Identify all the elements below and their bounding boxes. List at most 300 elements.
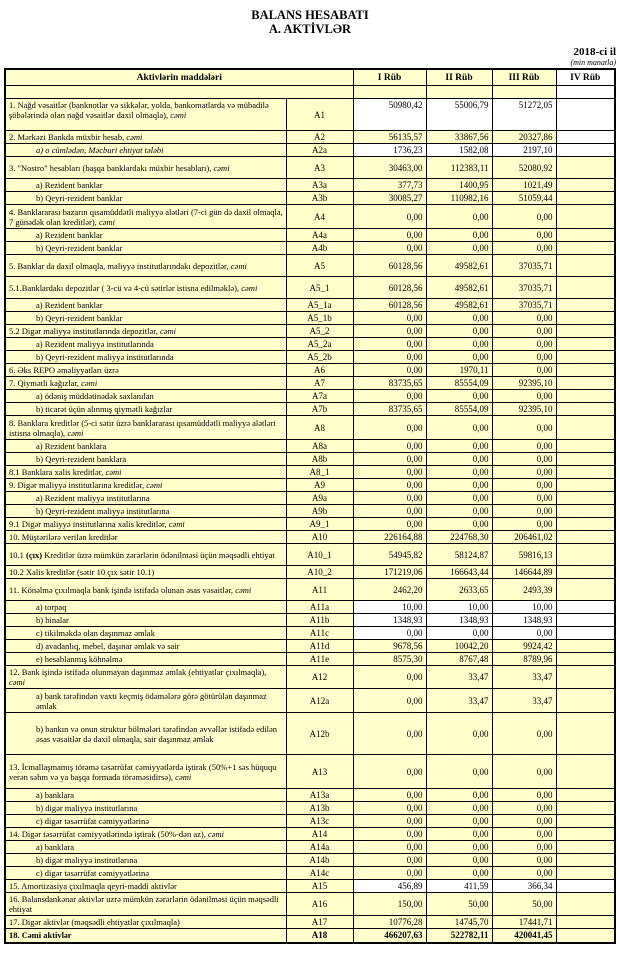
value-cell <box>556 893 615 916</box>
value-cell <box>556 789 615 802</box>
value-cell: 1348,93 <box>426 614 492 627</box>
value-cell: 0,00 <box>492 205 556 229</box>
empty-cell <box>5 86 353 99</box>
table-row <box>5 531 615 544</box>
value-cell: 33,47 <box>492 666 556 689</box>
value-cell: 0,00 <box>492 351 556 364</box>
page-root <box>0 8 620 954</box>
item-label <box>5 338 286 351</box>
item-label <box>5 144 286 157</box>
table-row <box>5 802 615 815</box>
value-cell: 0,00 <box>353 689 426 713</box>
label-text: b) ticarət üçün alınmış qiymətli kağızlar <box>36 404 173 414</box>
value-cell: 171219,06 <box>353 566 426 579</box>
value-cell <box>556 666 615 689</box>
value-cell <box>556 364 615 377</box>
label-text: 13. İcmallaşmamış törəmə təsərrüfat cəmiyyətlərdə iştirak (50%+1 səs hüququ verən səhm və ya başqa formada törəməsidirsə), <box>9 761 277 782</box>
value-cell: 366,34 <box>492 880 556 893</box>
item-code: A3a <box>286 179 353 192</box>
value-cell: 0,00 <box>426 242 492 255</box>
value-cell: 60128,56 <box>353 255 426 277</box>
value-cell: 37035,71 <box>492 277 556 299</box>
item-label <box>5 544 286 566</box>
value-cell: 83735,65 <box>353 403 426 416</box>
value-cell: 0,00 <box>492 802 556 815</box>
item-code: A7 <box>286 377 353 390</box>
value-cell: 52080,92 <box>492 157 556 179</box>
table-row <box>5 179 615 192</box>
label-text: 14. Digər təsərrüfat cəmiyyətlərində iştirak (50%-dən az), <box>9 829 208 839</box>
table-row <box>5 277 615 299</box>
value-cell: 0,00 <box>492 416 556 440</box>
item-label <box>5 518 286 531</box>
label-text: c) digər təsərrüfat cəmiyyətlərinə <box>36 816 150 826</box>
value-cell: 0,00 <box>353 815 426 828</box>
label-text: a) Rezident banklara <box>36 441 107 451</box>
value-cell: 0,00 <box>426 802 492 815</box>
item-label <box>5 867 286 880</box>
table-row <box>5 755 615 789</box>
value-cell: 0,00 <box>492 364 556 377</box>
value-cell: 0,00 <box>353 242 426 255</box>
item-label <box>5 242 286 255</box>
label-text: b) Qeyri-rezident banklar <box>36 243 123 253</box>
value-cell <box>556 916 615 929</box>
value-cell <box>556 440 615 453</box>
value-cell: 2462,20 <box>353 579 426 601</box>
value-cell: 0,00 <box>426 789 492 802</box>
value-cell: 112383,11 <box>426 157 492 179</box>
table-row <box>5 689 615 713</box>
value-cell: 224768,30 <box>426 531 492 544</box>
value-cell: 411,59 <box>426 880 492 893</box>
table-row <box>5 390 615 403</box>
item-label <box>5 131 286 144</box>
table-row <box>5 653 615 666</box>
value-cell: 0,00 <box>426 229 492 242</box>
value-cell <box>556 255 615 277</box>
label-text: 16. Balansdankənar aktivlər uzrə mümkün zərərlərin ödənilməsi üçün məqsədli ehtiyat <box>9 894 279 914</box>
value-cell: 0,00 <box>492 325 556 338</box>
item-label <box>5 713 286 755</box>
item-label <box>5 453 286 466</box>
item-label <box>5 277 286 299</box>
empty-cell <box>492 86 556 99</box>
label-text: a) banklara <box>36 790 74 800</box>
label-text: e) hesablanmış köhnəlmə <box>36 654 123 664</box>
label-text: c) digər təsərrüfat cəmiyyətlərinə <box>36 868 150 878</box>
table-row <box>5 854 615 867</box>
value-cell: 85554,09 <box>426 377 492 390</box>
value-cell: 0,00 <box>426 492 492 505</box>
item-label <box>5 416 286 440</box>
value-cell <box>556 492 615 505</box>
label-text: b) bankın və onun struktur bölmələri tərəfindən əvvəllər istifadə edilən əsas vəsaitlər də daxil olmaqla, sair daşınmaz əmlak <box>36 723 277 744</box>
value-cell: 1736,23 <box>353 144 426 157</box>
value-cell <box>556 377 615 390</box>
item-code: A17 <box>286 916 353 929</box>
value-cell: 49582,61 <box>426 255 492 277</box>
item-code: A5_1 <box>286 277 353 299</box>
item-code: A10 <box>286 531 353 544</box>
item-label <box>5 99 286 131</box>
value-cell: 0,00 <box>353 440 426 453</box>
value-cell: 0,00 <box>492 479 556 492</box>
table-row <box>5 867 615 880</box>
empty-cell <box>556 86 615 99</box>
value-cell <box>556 479 615 492</box>
value-cell <box>556 179 615 192</box>
value-cell: 8575,30 <box>353 653 426 666</box>
item-label <box>5 205 286 229</box>
value-cell: 0,00 <box>492 390 556 403</box>
label-text: cəmi <box>105 467 122 477</box>
item-label <box>5 157 286 179</box>
value-cell: 37035,71 <box>492 255 556 277</box>
value-cell: 30463,00 <box>353 157 426 179</box>
value-cell: 0,00 <box>426 325 492 338</box>
value-cell: 60128,56 <box>353 277 426 299</box>
value-cell <box>556 531 615 544</box>
label-text: b) Qeyri-rezident banklar <box>36 313 123 323</box>
value-cell: 0,00 <box>492 338 556 351</box>
label-text: 5.2 Digər maliyyə institutlarında depozitlər, <box>9 326 160 336</box>
item-code: A13b <box>286 802 353 815</box>
table-header-row <box>5 69 615 86</box>
item-label <box>5 531 286 544</box>
item-label <box>5 229 286 242</box>
label-text: a) Rezident maliyyə institutlarına <box>36 493 150 503</box>
value-cell <box>556 544 615 566</box>
table-row <box>5 192 615 205</box>
value-cell: 0,00 <box>492 492 556 505</box>
value-cell: 0,00 <box>353 713 426 755</box>
item-code: A13c <box>286 815 353 828</box>
value-cell <box>556 299 615 312</box>
label-text: 6. Əks REPO əməliyyatları üzrə <box>9 365 119 375</box>
value-cell: 0,00 <box>353 518 426 531</box>
item-code: A10_2 <box>286 566 353 579</box>
label-text: 12. Bank işində istifadə olunmayan daşınmaz əmlak (ehtiyatlar çıxılmaqla), <box>9 667 267 677</box>
item-label <box>5 479 286 492</box>
value-cell <box>556 99 615 131</box>
value-cell <box>556 416 615 440</box>
value-cell: 0,00 <box>426 416 492 440</box>
value-cell: 466207,63 <box>353 929 426 943</box>
value-cell: 0,00 <box>353 666 426 689</box>
item-label <box>5 755 286 789</box>
label-text: Kreditlər üzrə mümkün zərərlərin ödənilməsi üçün məqsədli ehtiyat <box>42 549 275 560</box>
table-row <box>5 131 615 144</box>
item-label <box>5 640 286 653</box>
table-row <box>5 364 615 377</box>
value-cell: 0,00 <box>492 755 556 789</box>
table-body <box>5 99 615 943</box>
quarter1-header: I Rüb <box>353 69 426 86</box>
value-cell: 420041,45 <box>492 929 556 943</box>
value-cell <box>556 453 615 466</box>
label-text: d) avadanlıq, mebel, daşınar əmlak və sair <box>36 641 180 651</box>
value-cell <box>556 505 615 518</box>
item-label <box>5 828 286 841</box>
value-cell: 9678,56 <box>353 640 426 653</box>
label-text: 8.1 Banklara xalis kreditlər, <box>9 467 106 477</box>
value-cell: 150,00 <box>353 893 426 916</box>
label-text: cəmi <box>146 480 163 490</box>
item-code: A13a <box>286 789 353 802</box>
value-cell: 0,00 <box>353 479 426 492</box>
quarter4-header: IV Rüb <box>556 69 615 86</box>
value-cell: 0,00 <box>426 479 492 492</box>
value-cell: 0,00 <box>426 466 492 479</box>
item-code: A11c <box>286 627 353 640</box>
quarter3-header: III Rüb <box>492 69 556 86</box>
label-text: b) digər maliyyə institutlarına <box>36 803 138 813</box>
value-cell: 0,00 <box>353 828 426 841</box>
value-cell: 0,00 <box>426 440 492 453</box>
value-cell: 10,00 <box>492 601 556 614</box>
value-cell: 0,00 <box>426 828 492 841</box>
value-cell: 0,00 <box>492 229 556 242</box>
label-text: cəmi <box>235 584 252 595</box>
value-cell: 51059,44 <box>492 192 556 205</box>
label-text: a) Rezident banklar <box>36 230 103 240</box>
value-cell <box>556 841 615 854</box>
value-cell: 1582,08 <box>426 144 492 157</box>
document-title: BALANS HESABATI <box>251 8 369 22</box>
item-code: A9_1 <box>286 518 353 531</box>
empty-header-row <box>5 86 615 99</box>
item-label <box>5 666 286 689</box>
value-cell <box>556 713 615 755</box>
value-cell <box>556 815 615 828</box>
item-label <box>5 566 286 579</box>
item-code: A7b <box>286 403 353 416</box>
value-cell <box>556 157 615 179</box>
label-text: a) ödəniş müddətinədək saxlanılan <box>36 391 154 401</box>
item-label <box>5 614 286 627</box>
label-text: a) o cümlədən, Məcburi ehtiyat tələbi <box>36 145 164 155</box>
table-row <box>5 229 615 242</box>
value-cell: 50980,42 <box>353 99 426 131</box>
value-cell: 92395,10 <box>492 377 556 390</box>
item-code: A10_1 <box>286 544 353 566</box>
label-text: 7. Qiymətli kağızlar, <box>9 378 82 388</box>
value-cell: 33,47 <box>492 689 556 713</box>
item-code: A8_1 <box>286 466 353 479</box>
label-text: cəmi <box>213 162 230 173</box>
label-text: b) Qeyri-rezident maliyyə institutlarına <box>36 506 170 516</box>
value-cell <box>556 867 615 880</box>
item-label <box>5 390 286 403</box>
label-text: 1. Nağd vəsaitlər (banknotlar və sikkələr, yolda, bankomatlarda və mübadilə şöbələrində olan nağd vəsaitlər daxil olmaqla), <box>9 100 269 120</box>
table-row <box>5 377 615 390</box>
item-label <box>5 916 286 929</box>
value-cell: 0,00 <box>353 802 426 815</box>
item-label <box>5 255 286 277</box>
value-cell <box>556 131 615 144</box>
value-cell: 2197,10 <box>492 144 556 157</box>
value-cell <box>556 403 615 416</box>
item-code: A14a <box>286 841 353 854</box>
value-cell: 55006,79 <box>426 99 492 131</box>
value-cell <box>556 689 615 713</box>
item-code: A5 <box>286 255 353 277</box>
item-code: A2 <box>286 131 353 144</box>
value-cell: 37035,71 <box>492 299 556 312</box>
value-cell <box>556 880 615 893</box>
label-text: 5.1.Banklardakı depozitlər ( 3-cü və 4-cü sətirlər istisna edilməklə), <box>9 282 242 293</box>
value-cell: 10776,28 <box>353 916 426 929</box>
value-cell <box>556 351 615 364</box>
item-label <box>5 492 286 505</box>
value-cell: 20327,86 <box>492 131 556 144</box>
value-cell: 1400,95 <box>426 179 492 192</box>
value-cell: 0,00 <box>426 453 492 466</box>
item-label <box>5 579 286 601</box>
table-row <box>5 492 615 505</box>
table-row <box>5 453 615 466</box>
table-row <box>5 144 615 157</box>
item-label <box>5 312 286 325</box>
value-cell <box>556 325 615 338</box>
item-code: A5_2 <box>286 325 353 338</box>
value-cell: 56135,57 <box>353 131 426 144</box>
table-row <box>5 299 615 312</box>
quarter2-header: II Rüb <box>426 69 492 86</box>
label-text: cəmi <box>207 829 225 839</box>
value-cell: 50,00 <box>426 893 492 916</box>
item-code: A8 <box>286 416 353 440</box>
value-cell: 206461,02 <box>492 531 556 544</box>
value-cell: 0,00 <box>426 627 492 640</box>
document-header <box>0 8 620 36</box>
value-cell: 0,00 <box>353 841 426 854</box>
item-label <box>5 929 286 943</box>
item-code: A9b <box>286 505 353 518</box>
table-row <box>5 666 615 689</box>
table-row <box>5 828 615 841</box>
item-code: A14b <box>286 854 353 867</box>
value-cell: 54945,82 <box>353 544 426 566</box>
value-cell: 110982,16 <box>426 192 492 205</box>
item-code: A11a <box>286 601 353 614</box>
table-row <box>5 518 615 531</box>
item-label <box>5 627 286 640</box>
value-cell: 10,00 <box>426 601 492 614</box>
item-label <box>5 403 286 416</box>
label-text: b) digər maliyyə institutlarına <box>36 855 138 865</box>
value-cell: 0,00 <box>492 518 556 531</box>
label-text: cəmi <box>81 378 98 388</box>
table-row <box>5 929 615 943</box>
item-code: A7a <box>286 390 353 403</box>
label-text: cəmi <box>159 326 177 336</box>
item-code: A16 <box>286 893 353 916</box>
value-cell: 33,47 <box>426 666 492 689</box>
label-text: 5. Banklar da daxil olmaqla, maliyyə institutlarındakı depozitlər, <box>9 260 231 271</box>
value-cell: 456,89 <box>353 880 426 893</box>
value-cell <box>556 205 615 229</box>
label-text: cəmi <box>230 260 247 271</box>
label-text: cəmi <box>9 677 26 687</box>
label-text: 9. Digər maliyyə institutlarına kreditlər, <box>9 480 147 490</box>
label-text: a) banklara <box>36 842 74 852</box>
value-cell: 0,00 <box>426 205 492 229</box>
table-row <box>5 403 615 416</box>
value-cell <box>556 854 615 867</box>
label-text: cəmi <box>126 132 143 142</box>
item-code: A13 <box>286 755 353 789</box>
label-text: cəmi <box>170 110 187 120</box>
item-label <box>5 880 286 893</box>
table-row <box>5 579 615 601</box>
item-label <box>5 377 286 390</box>
value-cell: 0,00 <box>353 364 426 377</box>
value-cell: 0,00 <box>492 242 556 255</box>
label-text: 18. Cəmi aktivlər <box>9 930 72 941</box>
item-label <box>5 179 286 192</box>
value-cell <box>556 802 615 815</box>
value-cell: 0,00 <box>492 466 556 479</box>
table-row <box>5 205 615 229</box>
value-cell <box>556 614 615 627</box>
table-row <box>5 627 615 640</box>
item-code: A5_2a <box>286 338 353 351</box>
item-code: A5_1a <box>286 299 353 312</box>
unit-note: (min manatla) <box>570 58 616 67</box>
value-cell: 2633,65 <box>426 579 492 601</box>
value-cell <box>556 466 615 479</box>
table-row <box>5 893 615 916</box>
table-row <box>5 713 615 755</box>
label-text: 9.1 Digər maliyyə institutlarına xalis kreditlər, <box>9 519 169 529</box>
item-code: A12a <box>286 689 353 713</box>
table-row <box>5 505 615 518</box>
item-code: A6 <box>286 364 353 377</box>
label-text: (çıx) <box>26 549 43 560</box>
table-row <box>5 466 615 479</box>
value-cell: 49582,61 <box>426 299 492 312</box>
value-cell: 51272,05 <box>492 99 556 131</box>
value-cell <box>556 229 615 242</box>
item-code: A2a <box>286 144 353 157</box>
label-text: cəmi <box>175 771 192 782</box>
value-cell: 0,00 <box>353 755 426 789</box>
item-label <box>5 854 286 867</box>
table-row <box>5 440 615 453</box>
label-text: cəmi <box>241 282 258 293</box>
label-text: 3. "Nostro" hesabları (başqa banklardakı müxbir hesabları), <box>9 162 214 173</box>
item-label <box>5 192 286 205</box>
label-text: 11. Könəlmə çıxılmaqla bank işində istifadə olunan əsas vəsaitlər, <box>9 584 236 595</box>
item-code: A15 <box>286 880 353 893</box>
value-cell <box>556 312 615 325</box>
value-cell: 0,00 <box>426 518 492 531</box>
table-row <box>5 479 615 492</box>
label-text: a) Rezident banklar <box>36 300 103 310</box>
item-code: A11e <box>286 653 353 666</box>
label-text: cəmi <box>98 216 115 227</box>
value-cell: 0,00 <box>426 755 492 789</box>
item-code: A11b <box>286 614 353 627</box>
empty-cell <box>353 86 426 99</box>
item-label <box>5 364 286 377</box>
value-cell: 0,00 <box>426 854 492 867</box>
value-cell: 0,00 <box>426 351 492 364</box>
balance-table <box>4 68 616 944</box>
table-row <box>5 325 615 338</box>
